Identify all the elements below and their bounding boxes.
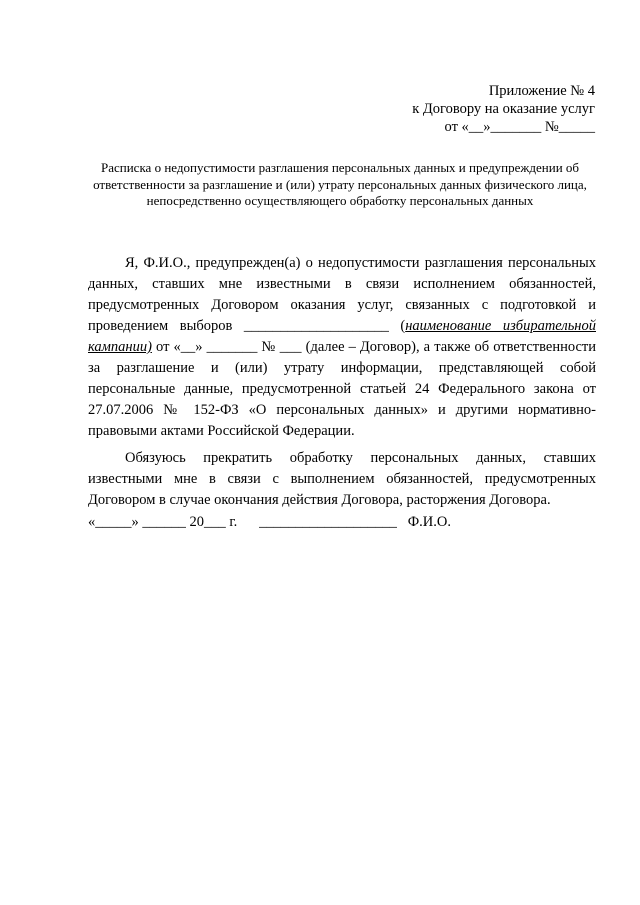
appendix-header (412, 82, 595, 136)
signature-date: «_____» ______ 20___ г. (88, 514, 238, 530)
campaign-name-placeholder: наименование избирательной кампании) (88, 318, 596, 355)
appendix-number: Приложение № 4 (488, 83, 595, 99)
paragraph-warning-start: Я, Ф.И.О., предупрежден(а) о недопустимости разглашения персональных данных, ставших мне известными в связи исполнением обязанностей, предусмотренных Договором оказания услуг, связанных с подготовкой и проведением выборов ____________________ ( (88, 255, 596, 334)
paragraph-warning (88, 253, 596, 442)
signature-name: Ф.И.О. (407, 514, 451, 530)
document-title: Расписка о недопустимости разглашения персональных данных и предупреждении об ответственности за разглашение и (или) утрату персональных данных физического лица, непосредственно осуществляющего обработку персональных данных (93, 160, 587, 208)
document-body (88, 253, 596, 511)
appendix-contract-date: от «__»_______ №_____ (444, 119, 595, 135)
paragraph-obligation: Обязуюсь прекратить обработку персональных данных, ставших известными мне в связи с выполнением обязанностей, предусмотренных Договором в случае окончания действия Договора, расторжения Договора. (88, 450, 596, 508)
appendix-contract-ref: к Договору на оказание услуг (412, 101, 595, 117)
signature-line: ___________________ (259, 514, 397, 530)
paragraph-warning-end: от «__» _______ № ___ (далее – Договор), а также об ответственности за разглашение и (или) утрату информации, представляющей собой персональные данные, предусмотренной статьей 24 Федерального закона от 27.07.2006 № 152-ФЗ «О персональных данных» и другими нормативно-правовыми актами Российской Федерации. (88, 339, 596, 439)
signature-row (88, 512, 451, 533)
